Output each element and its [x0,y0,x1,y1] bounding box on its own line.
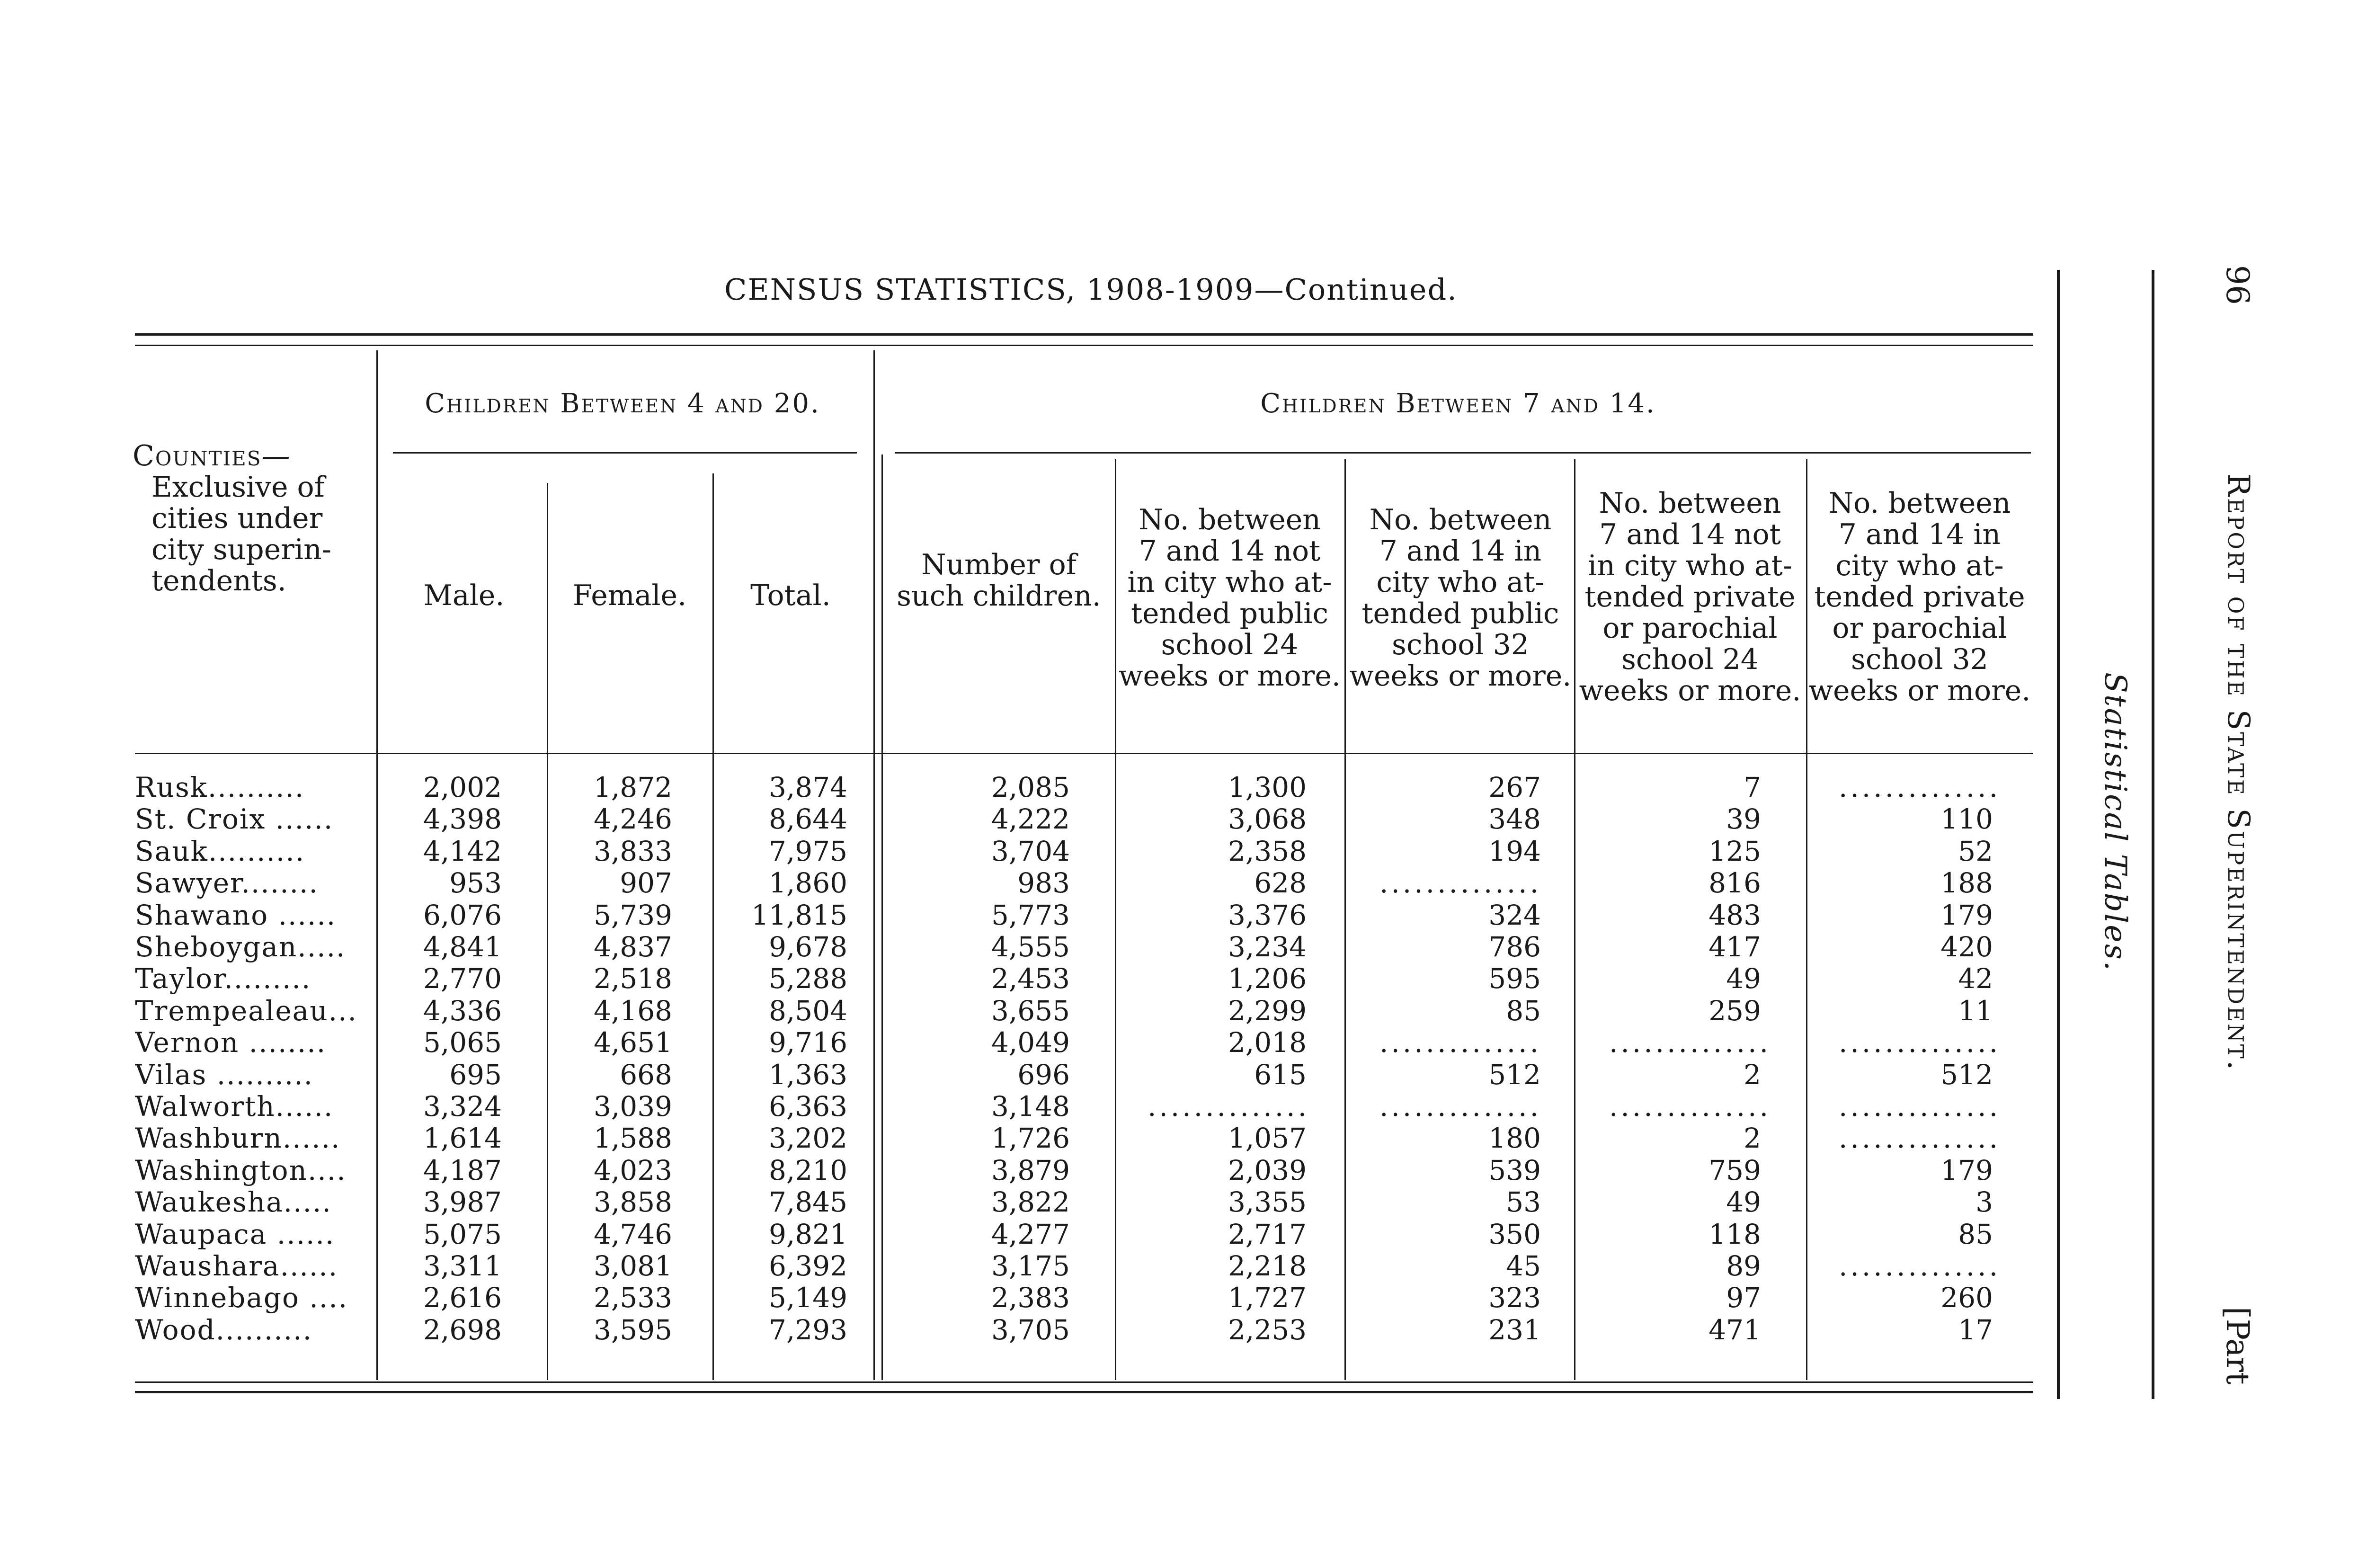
cell-female: 4,246 [593,803,672,836]
table-row [0,1314,2083,1346]
cell-priv-not-city: 816 [1709,867,1761,900]
h-vnc-2: 7 and 14 not [1599,518,1781,551]
cell-number: 2,383 [991,1282,1070,1314]
table-row [0,772,2083,803]
cell-priv-not-city: 2 [1744,1122,1761,1155]
h-vic-6: school 32 [1851,643,1988,676]
cell-pub-not-city: 3,355 [1228,1186,1307,1219]
header-number [885,549,1112,612]
h-pnc-5: school 24 [1161,628,1299,661]
cell-pub-in-city: 45 [1506,1250,1541,1282]
cell-male: 4,142 [423,835,502,867]
cell-priv-not-city: 125 [1709,835,1761,867]
header-priv-not-city [1579,488,1801,706]
cell-total: 8,644 [768,803,847,836]
cell-county: Waupaca ...... [135,1218,335,1250]
cell-priv-not-city: 7 [1744,771,1761,803]
table-row [0,1250,2083,1282]
cell-priv-not-city: 49 [1726,962,1761,995]
cell-priv-not-city: 118 [1709,1218,1761,1250]
cell-number: 983 [1017,867,1070,900]
cell-female: 3,595 [593,1313,672,1346]
h-pic-1: No. between [1369,503,1552,536]
cell-county: Walworth...... [135,1091,334,1123]
table-row [0,1123,2083,1154]
table-row [0,1282,2083,1314]
h-vnc-3: in city who at- [1587,549,1793,582]
cell-county: St. Croix ...... [135,803,334,836]
cell-female: 4,651 [593,1026,672,1059]
page-number: 96 [2219,265,2256,305]
cell-male: 695 [449,1058,502,1091]
cell-total: 5,149 [768,1282,847,1314]
cell-pub-in-city: 85 [1506,994,1541,1027]
cell-pub-in-city: 786 [1488,931,1541,963]
table-row [0,867,2083,899]
cell-male: 4,336 [423,994,502,1027]
cell-pub-not-city: 3,068 [1228,803,1307,836]
cell-priv-not-city: 259 [1709,994,1761,1027]
cell-pub-in-city: 231 [1488,1313,1541,1346]
cell-pub-in-city: 350 [1488,1218,1541,1250]
cell-pub-not-city: 1,057 [1228,1122,1307,1155]
cell-total: 7,975 [768,835,847,867]
cell-pub-in-city: 267 [1488,771,1541,803]
cell-priv-not-city: 759 [1709,1154,1761,1186]
cell-male: 2,002 [423,771,502,803]
cell-county: Waushara...... [135,1250,338,1282]
cell-pub-in-city: 348 [1488,803,1541,836]
group-header-4-20: Children Between 4 and 20. [425,388,820,419]
h-vic-5: or parochial [1832,612,2007,645]
cell-pub-in-city: 323 [1488,1282,1541,1314]
cell-male: 4,841 [423,931,502,963]
cell-total: 6,392 [768,1250,847,1282]
group-rule-7-14 [895,452,2031,454]
cell-priv-not-city: 483 [1709,899,1761,931]
header-counties-line5: tendents. [151,564,286,597]
header-number-line1: Number of [921,548,1077,581]
cell-priv-not-city: .............. [1609,1090,1771,1123]
cell-female: 3,081 [593,1250,672,1282]
cell-male: 1,614 [423,1122,502,1155]
cell-total: 1,860 [768,867,847,900]
top-rule [135,333,2033,336]
h-pnc-1: No. between [1139,503,1321,536]
cell-female: 3,858 [593,1186,672,1219]
cell-pub-in-city: 324 [1488,899,1541,931]
group-header-7-14: Children Between 7 and 14. [1260,388,1656,419]
cell-priv-in-city: .............. [1838,1250,2001,1282]
cell-priv-in-city: .............. [1838,771,2001,803]
cell-pub-not-city: 1,727 [1228,1282,1307,1314]
cell-female: 3,039 [593,1090,672,1123]
cell-pub-in-city: 180 [1488,1122,1541,1155]
cell-male: 3,324 [423,1090,502,1123]
cell-priv-in-city: 188 [1940,867,1993,900]
header-counties-line3: cities under [151,502,323,535]
cell-priv-not-city: 471 [1709,1313,1761,1346]
running-head: Report of the State Superintendent. [2221,473,2256,1072]
group-rule-4-20 [393,452,857,454]
cell-male: 2,616 [423,1282,502,1314]
cell-county: Washburn...... [135,1123,341,1155]
cell-county: Shawano ...... [135,899,337,931]
cell-total: 3,202 [768,1122,847,1155]
cell-number: 1,726 [991,1122,1070,1155]
cell-total: 5,288 [768,962,847,995]
h-vic-1: No. between [1828,487,2011,520]
cell-female: 907 [620,867,672,900]
h-vnc-1: No. between [1599,487,1781,520]
cell-priv-in-city: 179 [1940,899,1993,931]
cell-priv-in-city: .............. [1838,1026,2001,1059]
cell-pub-not-city: 2,717 [1228,1218,1307,1250]
cell-priv-not-city: 89 [1726,1250,1761,1282]
cell-male: 3,311 [423,1250,502,1282]
cell-male: 953 [449,867,502,900]
cell-number: 5,773 [991,899,1070,931]
cell-priv-in-city: 17 [1958,1313,1993,1346]
header-pub-in-city [1349,504,1572,692]
cell-number: 3,655 [991,994,1070,1027]
h-pnc-3: in city who at- [1127,566,1332,599]
cell-pub-in-city: .............. [1379,1090,1542,1123]
cell-pub-in-city: .............. [1379,867,1542,900]
h-pnc-6: weeks or more. [1119,659,1341,693]
cell-number: 2,085 [991,771,1070,803]
cell-priv-in-city: 110 [1940,803,1993,836]
cell-male: 4,398 [423,803,502,836]
cell-priv-in-city: 42 [1958,962,1993,995]
cell-male: 5,065 [423,1026,502,1059]
cell-pub-not-city: 2,039 [1228,1154,1307,1186]
cell-pub-not-city: 628 [1254,867,1307,900]
cell-female: 5,739 [593,899,672,931]
cell-priv-in-city: 52 [1958,835,1993,867]
cell-total: 11,815 [751,899,847,931]
cell-total: 1,363 [768,1058,847,1091]
h-pic-3: city who at- [1376,566,1545,599]
cell-male: 4,187 [423,1154,502,1186]
table-title: CENSUS STATISTICS, 1908-1909—Continued. [724,272,1458,307]
cell-county: Winnebago .... [135,1282,348,1314]
top-rule-2 [135,345,2033,346]
table-row [0,1059,2083,1091]
h-vic-4: tended private [1814,580,2025,614]
cell-total: 6,363 [768,1090,847,1123]
table-row [0,931,2083,963]
cell-county: Wood.......... [135,1314,313,1346]
table-row [0,963,2083,995]
cell-total: 8,504 [768,994,847,1027]
table-row [0,1091,2083,1123]
h-pic-6: weeks or more. [1349,659,1572,693]
cell-county: Taylor......... [135,963,311,995]
bottom-rule-2 [135,1391,2033,1393]
cell-pub-in-city: 595 [1488,962,1541,995]
cell-number: 2,453 [991,962,1070,995]
header-counties-line1: Counties— [133,439,291,472]
cell-number: 3,175 [991,1250,1070,1282]
cell-county: Vilas .......... [135,1059,314,1091]
cell-priv-in-city: .............. [1838,1090,2001,1123]
cell-priv-in-city: 512 [1940,1058,1993,1091]
cell-pub-not-city: 2,253 [1228,1313,1307,1346]
cell-priv-not-city: 97 [1726,1282,1761,1314]
h-vnc-7: weeks or more. [1579,674,1801,707]
header-male: Male. [423,579,505,612]
cell-priv-in-city: 179 [1940,1154,1993,1186]
cell-priv-in-city: 3 [1975,1186,1993,1219]
bottom-rule [135,1381,2033,1383]
cell-priv-not-city: .............. [1609,1026,1771,1059]
cell-county: Sauk.......... [135,835,305,867]
cell-priv-not-city: 39 [1726,803,1761,836]
cell-county: Rusk.......... [135,772,305,803]
cell-pub-not-city: 2,358 [1228,835,1307,867]
cell-county: Sheboygan..... [135,931,346,963]
h-vnc-5: or parochial [1602,612,1778,645]
cell-pub-not-city: 615 [1254,1058,1307,1091]
header-counties-line2: Exclusive of [151,471,325,504]
cell-female: 3,833 [593,835,672,867]
table-row [0,836,2083,867]
cell-male: 2,770 [423,962,502,995]
part-label: [Part [2219,1307,2256,1385]
cell-total: 7,845 [768,1186,847,1219]
header-number-line2: such children. [897,579,1101,613]
cell-number: 3,148 [991,1090,1070,1123]
header-rule [135,753,2033,754]
cell-total: 8,210 [768,1154,847,1186]
h-pic-4: tended public [1361,597,1559,630]
cell-number: 696 [1017,1058,1070,1091]
cell-male: 5,075 [423,1218,502,1250]
cell-priv-in-city: 260 [1940,1282,1993,1314]
cell-priv-not-city: 2 [1744,1058,1761,1091]
table-row [0,1186,2083,1218]
cell-priv-not-city: 49 [1726,1186,1761,1219]
cell-priv-in-city: 85 [1958,1218,1993,1250]
cell-female: 2,533 [593,1282,672,1314]
cell-total: 9,678 [768,931,847,963]
cell-pub-in-city: 539 [1488,1154,1541,1186]
cell-number: 3,704 [991,835,1070,867]
cell-pub-not-city: 3,376 [1228,899,1307,931]
cell-priv-in-city: 11 [1958,994,1993,1027]
table-row [0,1155,2083,1186]
cell-pub-not-city: .............. [1147,1090,1310,1123]
margin-rule [2152,270,2154,1399]
cell-county: Vernon ........ [135,1027,327,1059]
cell-priv-in-city: 420 [1940,931,1993,963]
cell-pub-not-city: 3,234 [1228,931,1307,963]
h-vnc-6: school 24 [1621,643,1759,676]
table-row [0,1027,2083,1059]
cell-female: 2,518 [593,962,672,995]
cell-female: 1,872 [593,771,672,803]
section-label: Statistical Tables. [2098,672,2133,972]
cell-number: 4,049 [991,1026,1070,1059]
h-pnc-4: tended public [1130,597,1329,630]
table-row [0,803,2083,835]
h-vic-3: city who at- [1835,549,2004,582]
cell-county: Washington.... [135,1154,347,1186]
cell-female: 4,746 [593,1218,672,1250]
cell-number: 3,822 [991,1186,1070,1219]
cell-pub-not-city: 1,206 [1228,962,1307,995]
cell-county: Waukesha..... [135,1186,332,1219]
cell-pub-not-city: 2,218 [1228,1250,1307,1282]
header-counties [133,440,331,597]
cell-priv-not-city: 417 [1709,931,1761,963]
cell-female: 4,837 [593,931,672,963]
cell-pub-in-city: .............. [1379,1026,1542,1059]
h-vic-2: 7 and 14 in [1838,518,2001,551]
table-row [0,1219,2083,1250]
h-pic-2: 7 and 14 in [1379,535,1542,568]
cell-pub-not-city: 2,018 [1228,1026,1307,1059]
cell-number: 4,277 [991,1218,1070,1250]
header-female: Female. [572,579,687,612]
h-vnc-4: tended private [1584,580,1796,614]
h-pic-5: school 32 [1392,628,1529,661]
cell-pub-in-city: 53 [1506,1186,1541,1219]
cell-male: 6,076 [423,899,502,931]
h-vic-7: weeks or more. [1808,674,2031,707]
cell-county: Trempealeau... [135,995,357,1027]
cell-male: 2,698 [423,1313,502,1346]
header-counties-line4: city superin- [151,533,332,566]
cell-pub-in-city: 512 [1488,1058,1541,1091]
cell-female: 4,168 [593,994,672,1027]
cell-priv-in-city: .............. [1838,1122,2001,1155]
header-total: Total. [750,579,831,612]
header-priv-in-city [1808,488,2031,706]
cell-male: 3,987 [423,1186,502,1219]
cell-total: 7,293 [768,1313,847,1346]
cell-pub-in-city: 194 [1488,835,1541,867]
cell-female: 1,588 [593,1122,672,1155]
cell-number: 3,879 [991,1154,1070,1186]
cell-county: Sawyer........ [135,867,319,900]
cell-number: 4,555 [991,931,1070,963]
table-row [0,900,2083,931]
cell-number: 4,222 [991,803,1070,836]
cell-total: 9,716 [768,1026,847,1059]
table-row [0,995,2083,1027]
cell-total: 3,874 [768,771,847,803]
h-pnc-2: 7 and 14 not [1139,535,1321,568]
cell-pub-not-city: 2,299 [1228,994,1307,1027]
cell-pub-not-city: 1,300 [1228,771,1307,803]
cell-number: 3,705 [991,1313,1070,1346]
cell-total: 9,821 [768,1218,847,1250]
cell-female: 668 [620,1058,672,1091]
header-pub-not-city [1117,504,1342,692]
cell-female: 4,023 [593,1154,672,1186]
